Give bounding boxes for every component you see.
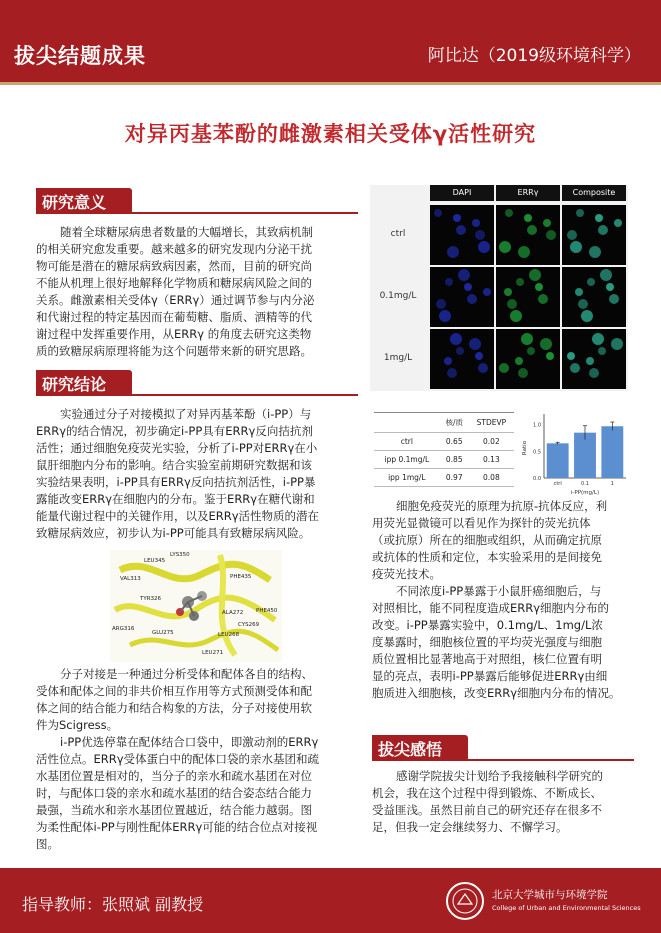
residue-label: LYS350 (170, 552, 190, 558)
microscopy-image (562, 329, 626, 389)
text-line: 谢过程中发挥重要作用，从ERRγ 的角度去研究这类物 (36, 327, 312, 341)
table-row (374, 451, 514, 469)
text-line: 受体和配体之间的非共价相互作用等方式预测受体和配 (36, 684, 312, 698)
y-tick-label: 0.5 (533, 449, 541, 456)
table-row (374, 469, 514, 487)
text-line: 实验通过分子对接模拟了对异丙基苯酚（i-PP）与 (60, 407, 312, 421)
text-line: 为柔性配体i-PP与刚性配体ERRγ可能的结合位点对接视 (36, 820, 318, 834)
significance-paragraph (36, 224, 358, 360)
text-line: 露能改变ERRγ在细胞内的分布。鉴于ERRγ在糖代谢和 (36, 492, 315, 506)
docking-svg (110, 550, 282, 662)
microscopy-image (496, 329, 560, 389)
text-line: 活性位点。ERRγ受体蛋白中的配体口袋的亲水基团和疏 (36, 752, 320, 766)
text-line: （或抗原）所在的细胞或组织，从而确定抗原 (372, 533, 602, 547)
table-header-cell (374, 413, 440, 433)
residue-label: LEU268 (218, 632, 240, 638)
text-line: 关系。雌激素相关受体γ（ERRγ）通过调节参与内分泌 (36, 293, 315, 307)
table-row (374, 433, 514, 451)
table-header-cell: 核/质 (440, 413, 469, 433)
table-cell: 0.85 (440, 451, 469, 469)
table-cell: 0.65 (440, 433, 469, 451)
x-tick-label: ctrl (553, 481, 562, 487)
microscopy-image (430, 205, 494, 265)
text-line: 件为Scigress。 (36, 718, 119, 732)
text-line: 水基团位置是相对的，当分子的亲水和疏水基团在对位 (36, 769, 312, 783)
university-logo-icon (446, 882, 484, 920)
residue-label: LEU271 (202, 650, 224, 656)
y-tick-label: 1.0 (533, 422, 541, 429)
text-line: 随着全球糖尿病患者数量的大幅增长，其致病机制 (60, 225, 313, 239)
text-line: 疫荧光技术。 (372, 567, 441, 581)
text-line: 或抗体的性质和定位，本实验采用的是间接免 (372, 550, 602, 564)
header-author: 阿比达（2019级环境科学） (427, 46, 641, 66)
microscopy-image (430, 267, 494, 327)
table-cell: 0.02 (469, 433, 514, 451)
text-line: 胞质进入细胞核，改变ERRγ细胞内分布的情况。 (372, 686, 621, 700)
microscopy-image (496, 205, 560, 265)
table-cell: ctrl (374, 433, 440, 451)
x-tick-label: 1 (610, 481, 614, 487)
residue-label: ALA272 (222, 610, 244, 616)
microscopy-row-label: 1mg/L (383, 353, 413, 363)
table-cell: 0.08 (469, 469, 514, 487)
text-line: 能量代谢过程中的关键作用，以及ERRγ活性物质的潜在 (36, 509, 320, 523)
poster-title: 对异丙基苯酚的雌激素相关受体γ活性研究 (124, 122, 537, 146)
y-tick-label: 0.0 (533, 476, 541, 482)
text-line: 时，与配体口袋的亲水和疏水基团的结合姿态结合能力 (36, 786, 312, 800)
text-line: 度暴露时，细胞核位置的平均荧光强度与细胞 (372, 635, 602, 649)
table-cell: ipp 0.1mg/L (374, 451, 440, 469)
section-heading-conclusion: 研究结论 (36, 370, 132, 396)
residue-label: ARG316 (112, 626, 135, 632)
text-line: 物可能是潜在的糖尿病致病因素，然而，目前的研究尚 (36, 259, 312, 273)
stats-table (374, 412, 514, 487)
college-name-cn: 北京大学城市与环境学院 (492, 889, 608, 901)
header-divider (0, 82, 661, 85)
section-underline (372, 759, 634, 761)
bar (547, 443, 569, 478)
header-banner (0, 0, 661, 82)
thoughts-paragraph (372, 768, 634, 836)
residue-label: GLU275 (152, 630, 174, 636)
text-line: 不同浓度i-PP暴露于小鼠肝癌细胞后，与 (396, 584, 602, 598)
residue-label: PHE435 (230, 574, 252, 580)
residue-label: TYR326 (140, 596, 162, 602)
y-axis-label: Ratio (522, 440, 528, 456)
conclusion-paragraph (36, 406, 358, 542)
text-line: 鼠肝细胞内分布的影响。结合实验室前期研究数据和该 (36, 458, 312, 472)
text-line: 受益匪浅。虽然目前自己的研究还存在很多不 (372, 803, 602, 817)
microscopy-image (496, 267, 560, 327)
section-heading-significance: 研究意义 (36, 188, 132, 214)
section-heading-thoughts: 拔尖感悟 (372, 735, 468, 761)
microscopy-image (562, 205, 626, 265)
text-line: 图。 (36, 837, 59, 851)
text-line: 致糖尿病效应，初步认为i-PP可能具有致糖尿病风险。 (36, 526, 311, 540)
section-underline (36, 212, 358, 214)
microscopy-row-label: ctrl (390, 229, 406, 239)
text-line: 足，但我一定会继续努力、不懈学习。 (372, 820, 568, 834)
text-line: i-PP优选停靠在配体结合口袋中，即激动剂的ERRγ (60, 735, 319, 749)
bar (601, 426, 623, 478)
text-line: ERRγ的结合情况，初步确定i-PP具有ERRγ反向拮抗剂 (36, 424, 313, 438)
residue-label: PHE450 (256, 608, 278, 614)
text-line: 实验结果表明，i-PP具有ERRγ反向拮抗剂活性，i-PP暴 (36, 475, 316, 489)
text-line: 感谢学院拔尖计划给予我接触科学研究的 (396, 769, 603, 783)
x-tick-label: 0.1 (581, 481, 589, 487)
text-line: 活性；通过细胞免疫荧光实验，分析了i-PP对ERRγ在小 (36, 441, 318, 455)
text-line: 对照相比，能不同程度造成ERRγ细胞内分布的 (372, 601, 610, 615)
text-line: 不能从机理上很好地解释化学物质和糖尿病风险之间的 (36, 276, 312, 290)
table-header-cell: STDEVP (469, 413, 514, 433)
docking-diagram (110, 550, 282, 662)
table-cell: 0.97 (440, 469, 469, 487)
table-cell: ipp 1mg/L (374, 469, 440, 487)
microscopy-column-header: Composite (562, 185, 626, 201)
college-name-en: College of Urban and Environmental Sciences (492, 904, 641, 912)
section-underline (36, 394, 358, 396)
text-line: 机会，我在这个过程中得到锻炼、不断成长、 (372, 786, 602, 800)
table-cell: 0.13 (469, 451, 514, 469)
fluorescence-paragraph (372, 498, 634, 702)
residue-label: VAL313 (120, 576, 141, 582)
text-line: 细胞免疫荧光的原理为抗原-抗体反应，利 (396, 499, 608, 513)
microscopy-row-label: 0.1mg/L (379, 291, 417, 301)
text-line: 质位置相比显著地高于对照组，核仁位置有明 (372, 652, 602, 666)
text-line: 分子对接是一种通过分析受体和配体各自的结构、 (60, 667, 313, 681)
microscopy-image (562, 267, 626, 327)
docking-paragraph (36, 666, 358, 853)
ratio-bar-chart (518, 408, 630, 500)
residue-label: CYS269 (238, 622, 260, 628)
text-line: 和代谢过程的特定基因而在葡萄糖、脂质、酒精等的代 (36, 310, 312, 324)
header-badge: 拔尖结题成果 (14, 44, 146, 68)
footer-banner (0, 868, 661, 933)
residue-label: LEU345 (144, 558, 166, 564)
microscopy-image (430, 329, 494, 389)
text-line: 用荧光显微镜可以看见作为探针的荧光抗体 (372, 516, 591, 530)
x-axis-label: i-PP(mg/L) (570, 490, 600, 496)
text-line: 显的亮点，表明i-PP暴露后能够促进ERRγ由细 (372, 669, 608, 683)
microscopy-column-header: DAPI (430, 185, 494, 201)
microscopy-column-header: ERRγ (496, 185, 560, 201)
microscopy-figure (370, 185, 628, 391)
text-line: 改变。i-PP暴露实验中，0.1mg/L、1mg/L浓 (372, 618, 603, 632)
text-line: 的相关研究愈发重要。越来越多的研究发现内分泌干扰 (36, 242, 312, 256)
text-line: 质的致糖尿病原理将能为这个问题带来新的研究思路。 (36, 344, 312, 358)
advisor-name: 指导教师：张照斌 副教授 (22, 895, 204, 914)
text-line: 体之间的结合能力和结合构象的方法，分子对接使用软 (36, 701, 312, 715)
text-line: 最强，当疏水和亲水基团位置越近，结合能力越弱。图 (36, 803, 312, 817)
